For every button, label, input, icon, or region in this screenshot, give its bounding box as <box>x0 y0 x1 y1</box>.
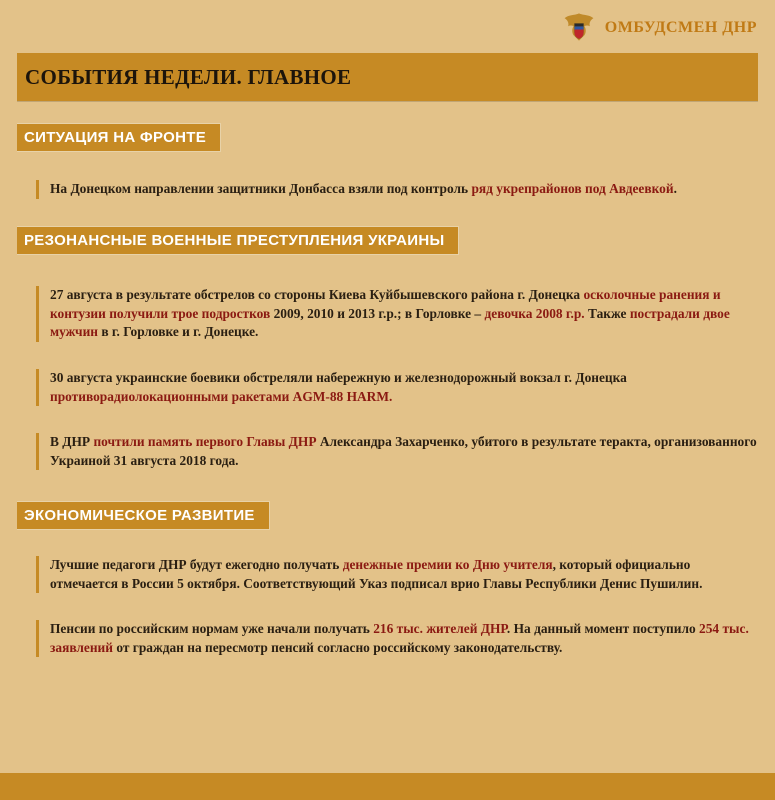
highlighted-text: пострадали двое мужчин <box>50 305 730 339</box>
section-heading-economy <box>17 501 270 530</box>
highlighted-text: девочка 2008 г.р. <box>484 305 585 321</box>
body-text: Также <box>584 305 630 321</box>
body-text: . <box>673 181 677 196</box>
section-heading-label: РЕЗОНАНСНЫЕ ВОЕННЫЕ ПРЕСТУПЛЕНИЯ УКРАИНЫ <box>24 232 445 249</box>
body-text: В ДНР <box>50 434 94 449</box>
body-text: . На данный момент поступило <box>506 621 700 636</box>
news-item <box>36 180 757 199</box>
body-text: Пенсии по российским нормам уже начали получать <box>50 621 374 636</box>
news-item <box>36 286 757 342</box>
body-text: Александра Захарченко, убитого в результате теракта, организованного Украиной 31 августа 2018 года. <box>50 434 757 468</box>
body-text: в г. Горловке и г. Донецке. <box>98 324 259 339</box>
news-item <box>36 620 757 657</box>
highlighted-text: 216 тыс. жителей ДНР <box>373 621 507 636</box>
highlighted-text: противорадиолокационными ракетами AGM-88 HARM. <box>50 388 393 404</box>
header <box>561 10 757 46</box>
section-heading-war-crimes <box>17 226 459 255</box>
body-text: 27 августа в результате обстрелов со стороны Киева Куйбышевского района г. Донецка <box>50 287 584 302</box>
footer-bar <box>0 773 775 800</box>
section-heading-front <box>17 123 221 152</box>
news-item <box>36 433 757 470</box>
page-title-bar <box>17 53 758 101</box>
section-heading-label: СИТУАЦИЯ НА ФРОНТЕ <box>24 129 207 146</box>
body-text: 30 августа украинские боевики обстреляли набережную и железнодорожный вокзал г. Донецка <box>50 370 627 385</box>
highlighted-text: ряд укрепрайонов под Авдеевкой <box>471 181 674 196</box>
body-text: Лучшие педагоги ДНР будут ежегодно получать <box>50 557 343 572</box>
body-text: от граждан на пересмотр пенсий согласно российскому законодательству. <box>112 639 563 655</box>
highlighted-text: почтили память первого Главы ДНР <box>93 434 317 449</box>
news-item <box>36 369 757 406</box>
highlighted-text: денежные премии ко Дню учителя <box>342 557 553 572</box>
brand-name: ОМБУДСМЕН ДНР <box>604 19 757 36</box>
highlighted-text: осколочные ранения и контузии получили трое подростков <box>50 287 721 321</box>
page-title: СОБЫТИЯ НЕДЕЛИ. ГЛАВНОЕ <box>25 64 352 89</box>
news-item <box>36 556 757 593</box>
body-text: , который официально отмечается в России 5 октября. Соответствующий Указ подписал врио Главы Республики Денис Пушилин. <box>50 557 703 591</box>
highlighted-text: 254 тыс. заявлений <box>50 621 749 655</box>
section-heading-label: ЭКОНОМИЧЕСКОЕ РАЗВИТИЕ <box>24 507 255 524</box>
coat-of-arms-icon <box>561 10 597 46</box>
body-text: 2009, 2010 и 2013 г.р.; в Горловке – <box>270 305 485 321</box>
body-text: На Донецком направлении защитники Донбасса взяли под контроль <box>50 181 472 196</box>
